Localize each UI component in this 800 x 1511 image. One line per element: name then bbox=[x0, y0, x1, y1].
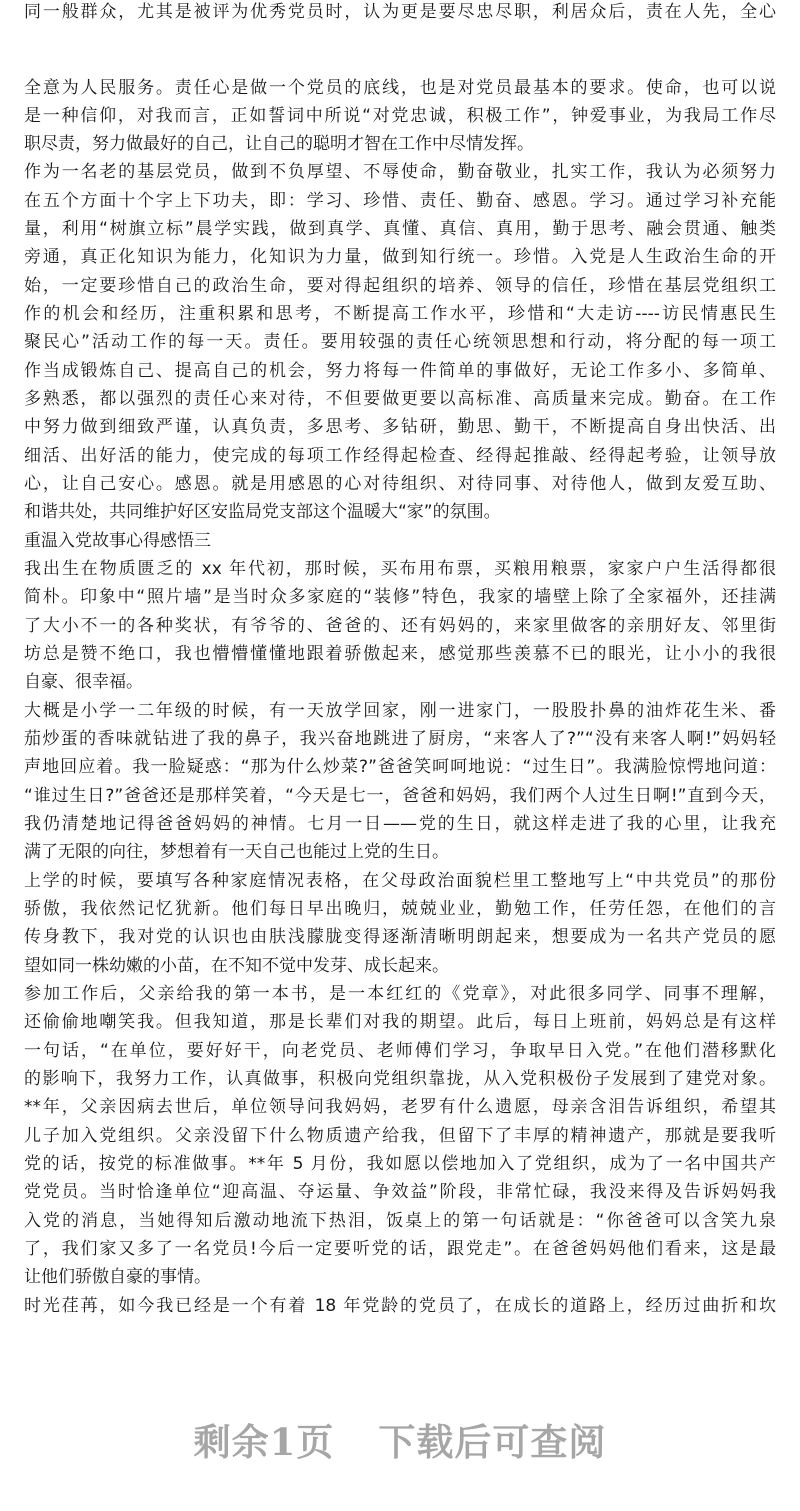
text-line: 时光荏苒，如今我已经是一个有着 18 年党龄的党员了，在成长的道路上，经历过曲折和坎 bbox=[24, 1295, 776, 1316]
text-line: 茄炒蛋的香味就钻进了我的鼻子，我兴奋地跳进了厨房，“来客人了?”“没有来客人啊!”妈妈轻 bbox=[24, 729, 776, 750]
text-line: 作为一名老的基层党员，做到不负厚望、不辱使命，勤奋敬业，扎实工作，我认为必须努力 bbox=[24, 162, 776, 183]
text-line: 上学的时候，要填写各种家庭情况表格，在父母政治面貌栏里工整地写上“中共党员”的那份 bbox=[24, 870, 776, 891]
text-line: 的影响下，我努力工作，认真做事，积极向党组织靠拢，从入党积极份子发展到了建党对象。 bbox=[24, 1069, 776, 1090]
text-line: 参加工作后，父亲给我的第一本书，是一本红红的《党章》，对此很多同学、同事不理解， bbox=[24, 984, 776, 1005]
text-line: 自豪、很幸福。 bbox=[24, 672, 143, 693]
text-line: 简朴。印象中“照片墙”是当时众多家庭的“装修”特色，我家的墙壁上除了全家福外，还挂满 bbox=[24, 587, 776, 608]
remaining-pages-label: 剩余1页 bbox=[193, 1420, 335, 1464]
text-line: 职尽责，努力做最好的自己，让自己的聪明才智在工作中尽情发挥。 bbox=[24, 134, 534, 155]
text-line: 多熟悉，都以强烈的责任心来对待，不但要做更要以高标准、高质量来完成。勤奋。在工作 bbox=[24, 389, 776, 410]
text-line: 和谐共处，共同维护好区安监局党支部这个温暖大“家”的氛围。 bbox=[24, 502, 501, 523]
text-line: 始，一定要珍惜自己的政治生命，要对得起组织的培养、领导的信任，珍惜在基层党组织工 bbox=[24, 275, 776, 296]
text-line: 望如同一株幼嫩的小苗，在不知不觉中发芽、成长起来。 bbox=[24, 955, 449, 976]
text-line: 量，利用“树旗立标”晨学实践，做到真学、真懂、真信、真用，勤于思考、融会贯通、触类 bbox=[24, 219, 776, 240]
text-line: 心，让自己安心。感恩。就是用感恩的心对待组织、对待同事、对待他人，做到友爱互助、 bbox=[24, 474, 776, 495]
text-line: 是一种信仰，对我而言，正如誓词中所说“对党忠诚，积极工作”，钟爱事业，为我局工作尽 bbox=[24, 105, 776, 126]
text-line: 我出生在物质匮乏的 xx 年代初，那时候，买布用布票，买粮用粮票，家家户户生活得都很 bbox=[24, 559, 776, 580]
text-line: 了大小不一的各种奖状，有爷爷的、爸爸的、还有妈妈的，来家里做客的亲朋好友、邻里街 bbox=[24, 615, 776, 636]
download-hint-label: 下载后可查阅 bbox=[378, 1420, 607, 1464]
text-line: 作的机会和经历，注重积累和思考，不断提高工作水平，珍惜和“大走访----访民情惠民生 bbox=[24, 304, 776, 325]
text-line: 传身教下，我对党的认识也由肤浅朦胧变得逐渐清晰明朗起来，想要成为一名共产党员的愿 bbox=[24, 927, 776, 948]
text-line: 还偷偷地嘲笑我。但我知道，那是长辈们对我的期望。此后，每日上班前，妈妈总是有这样 bbox=[24, 1012, 776, 1033]
text-line: 声地回应着。我一脸疑惑：“那为什么炒菜?”爸爸笑呵呵地说：“过生日”。我满脸惊愕地问道： bbox=[24, 757, 776, 778]
text-line: 党的话，按党的标准做事。**年 5 月份，我如愿以偿地加入了党组织，成为了一名中国共产 bbox=[24, 1154, 776, 1175]
text-line: 全意为人民服务。责任心是做一个党员的底线，也是对党员最基本的要求。使命，也可以说 bbox=[24, 77, 776, 98]
section-heading: 重温入党故事心得感悟三 bbox=[24, 530, 211, 551]
text-line: 作当成锻炼自己、提高自己的机会，努力将每一件简单的事做好，无论工作多小、多简单、 bbox=[24, 360, 776, 381]
text-line: 同一般群众，尤其是被评为优秀党员时，认为更是要尽忠尽职，利居众后，责在人先，全心 bbox=[24, 2, 776, 22]
text-line: 我仍清楚地记得爸爸妈妈的神情。七月一日——党的生日，就这样走进了我的心里，让我充 bbox=[24, 814, 776, 835]
text-line: 中努力做到细致严谨，认真负责，多思考、多钻研，勤思、勤干，不断提高自身出快活、出 bbox=[24, 417, 776, 438]
text-line: 党党员。当时恰逢单位“迎高温、夺运量、争效益”阶段，非常忙碌，我没来得及告诉妈妈我 bbox=[24, 1182, 776, 1203]
text-line: 大概是小学一二年级的时候，有一天放学回家，刚一进家门，一股股扑鼻的油炸花生米、番 bbox=[24, 700, 776, 721]
text-line: 让他们骄傲自豪的事情。 bbox=[24, 1267, 211, 1288]
text-line: 聚民心”活动工作的每一天。责任。要用较强的责任心统领思想和行动，将分配的每一项工 bbox=[24, 332, 776, 353]
text-line: 一句话，“在单位，要好好干，向老党员、老师傅们学习，争取早日入党。”在他们潜移默化 bbox=[24, 1040, 776, 1061]
text-line: 骄傲，我依然记忆犹新。他们每日早出晚归，兢兢业业，勤勉工作，任劳任怨，在他们的言 bbox=[24, 899, 776, 920]
text-line: “谁过生日?”爸爸还是那样笑着，“今天是七一，爸爸和妈妈，我们两个人过生日啊!”直到今天， bbox=[24, 785, 776, 806]
text-line: 在五个方面十个字上下功夫，即：学习、珍惜、责任、勤奋、感恩。学习。通过学习补充能 bbox=[24, 190, 776, 211]
text-line: 了，我们家又多了一名党员!今后一定要听党的话，跟党走”。在爸爸妈妈他们看来，这是最 bbox=[24, 1239, 776, 1260]
text-line: 满了无限的向往，梦想着有一天自己也能过上党的生日。 bbox=[24, 842, 449, 863]
text-line: **年，父亲因病去世后，单位领导问我妈妈，老罗有什么遗愿，母亲含泪告诉组织，希望其 bbox=[24, 1097, 776, 1118]
text-line: 儿子加入党组织。父亲没留下什么物质遗产给我，但留下了丰厚的精神遗产，那就是要我听 bbox=[24, 1125, 776, 1146]
text-line: 细活、出好活的能力，使完成的每项工作经得起检查、经得起推敲、经得起考验，让领导放 bbox=[24, 445, 776, 466]
download-prompt[interactable] bbox=[0, 1412, 800, 1466]
text-line: 旁通，真正化知识为能力，化知识为力量，做到知行统一。珍惜。入党是人生政治生命的开 bbox=[24, 247, 776, 268]
text-line: 入党的消息，当她得知后激动地流下热泪，饭桌上的第一句话就是：“你爸爸可以含笑九泉 bbox=[24, 1210, 776, 1231]
text-line: 坊总是赞不绝口，我也懵懵懂懂地跟着骄傲起来，感觉那些羡慕不已的眼光，让小小的我很 bbox=[24, 644, 776, 665]
